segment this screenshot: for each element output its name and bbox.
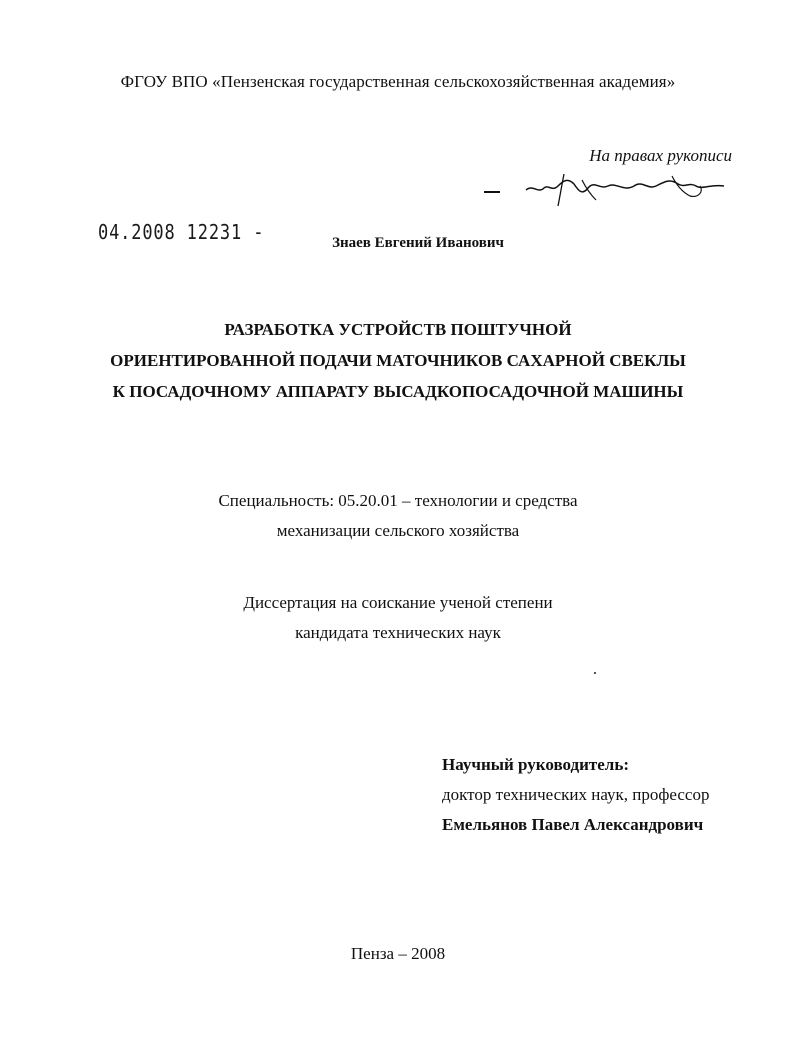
author-name: Знаев Евгений Иванович <box>332 235 504 251</box>
specialty-block <box>0 486 796 546</box>
archive-stamp: 04.2008 12231 - <box>98 220 265 244</box>
degree-line: кандидата технических наук <box>295 623 501 642</box>
title-line: ОРИЕНТИРОВАННОЙ ПОДАЧИ МАТОЧНИКОВ САХАРНОЙ СВЕКЛЫ <box>110 351 686 370</box>
specialty-line: Специальность: 05.20.01 – технологии и средства <box>218 491 578 510</box>
rights-note: На правах рукописи <box>589 146 732 165</box>
scan-speck <box>594 672 596 674</box>
degree-line: Диссертация на соискание ученой степени <box>243 593 553 612</box>
specialty-line: механизации сельского хозяйства <box>276 521 520 540</box>
supervisor-degree: доктор технических наук, профессор <box>442 785 710 804</box>
supervisor-name: Емельянов Павел Александрович <box>442 815 704 834</box>
title-line: РАЗРАБОТКА УСТРОЙСТВ ПОШТУЧНОЙ <box>224 320 572 339</box>
supervisor-label: Научный руководитель: <box>442 755 629 774</box>
supervisor-block <box>442 750 709 840</box>
title-line: К ПОСАДОЧНОМУ АППАРАТУ ВЫСАДКОПОСАДОЧНОЙ МАШИНЫ <box>112 382 684 401</box>
city-year: Пенза – 2008 <box>350 944 446 963</box>
institution-name: ФГОУ ВПО «Пензенская государственная сельскохозяйственная академия» <box>120 72 676 91</box>
handwritten-signature <box>478 170 738 210</box>
dissertation-title <box>0 314 796 407</box>
degree-block <box>0 588 796 648</box>
